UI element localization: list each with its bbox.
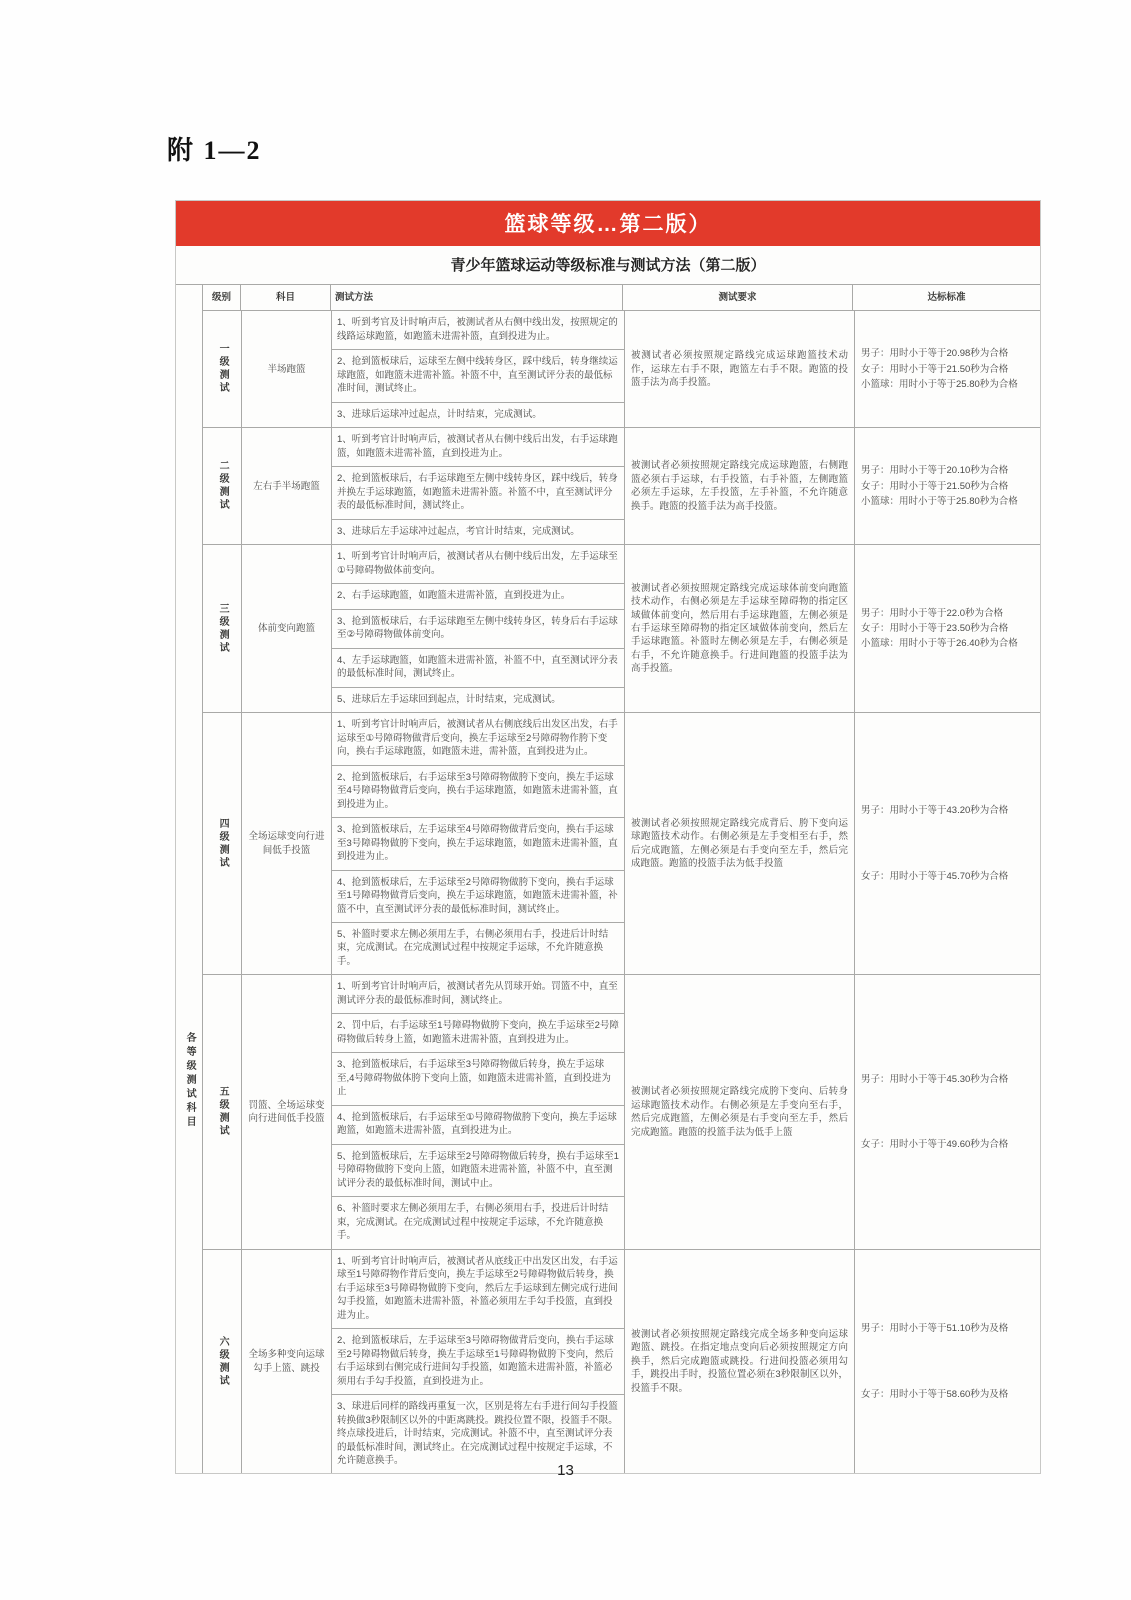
subject-cell: 全场运球变向行进间低手投篮 bbox=[242, 713, 332, 974]
subject-cell: 全场多种变向运球勾手上篮、跳投 bbox=[242, 1250, 332, 1474]
standard-line: 女子：用时小于等于21.50秒为合格 bbox=[861, 363, 1009, 375]
requirement-cell: 被测试者必须按照规定路线完成运球跑篮技术动作，运球左右手不限，跑篮左右手不限。跑篮的投篮手法为高手投篮。 bbox=[625, 311, 855, 427]
level-cell bbox=[203, 1250, 242, 1474]
method-item: 1、听到考官计时响声后，被测试者先从罚球开始。罚篮不中，直至测试评分表的最低标准时间，测试终止。 bbox=[332, 975, 624, 1014]
method-item: 1、听到考官计时响声后，被测试者从右侧底线后出发区出发，右手运球至①号障碍物做背后变向，换左手运球至2号障碍物作胯下变向，换右手运球跑篮，如跑篮未进，需补篮，直到投进为止。 bbox=[332, 713, 624, 765]
standard-line: 男子：用时小于等于45.30秒为合格 bbox=[861, 1073, 1009, 1085]
table-header-row bbox=[203, 285, 1040, 311]
standard-line: 男子：用时小于等于43.20秒为合格 bbox=[861, 805, 1009, 817]
header-level: 级别 bbox=[203, 285, 241, 310]
header-requirement: 测试要求 bbox=[623, 285, 853, 310]
standard-line: 男子：用时小于等于22.0秒为合格 bbox=[861, 607, 1003, 619]
standard-line: 女子：用时小于等于49.60秒为合格 bbox=[861, 1139, 1009, 1151]
methods-cell bbox=[332, 545, 625, 712]
table-side-column bbox=[176, 285, 203, 1473]
standard-cell bbox=[855, 713, 1040, 974]
method-item: 3、抢到篮板球后，右手运球至3号障碍物做后转身，换左手运球至,4号障碍物做体胯下变向上篮，如跑篮未进需补篮，直到投进为止 bbox=[332, 1053, 624, 1105]
standard-line: 女子：用时小于等于23.50秒为合格 bbox=[861, 622, 1009, 634]
methods-cell bbox=[332, 428, 625, 544]
method-item: 1、听到考官计时响声后，被测试者从右侧中线后出发，左手运球至①号障碍物做体前变向。 bbox=[332, 545, 624, 584]
level-label: 六级测试 bbox=[217, 1335, 229, 1388]
level-label: 三级测试 bbox=[217, 602, 229, 655]
standard-cell bbox=[855, 428, 1040, 544]
requirement-cell: 被测试者必须按照规定路线完成胯下变向、后转身运球跑篮技术动作。右侧必须是左手变向至右手，然后完成跑篮，左侧必须是右手变向至左手，然后完成跑篮。跑篮的投篮手法为低手上篮 bbox=[625, 975, 855, 1248]
table-row-level-2 bbox=[203, 428, 1040, 545]
method-item: 1、听到考官计时响声后，被测试者从右侧中线后出发，右手运球跑篮，如跑篮未进需补篮，直到投进为止。 bbox=[332, 428, 624, 467]
methods-cell bbox=[332, 311, 625, 427]
document-title-banner: 篮球等级…第二版） bbox=[176, 201, 1040, 246]
method-item: 4、抢到篮板球后，左手运球至2号障碍物做胯下变向，换右手运球至1号障碍物做背后变向，换左手运球跑篮，如跑篮未进需补篮，补篮不中，直至测试评分表的最低标准时间，测试终止。 bbox=[332, 871, 624, 923]
table-row-level-4 bbox=[203, 713, 1040, 975]
document-subtitle: 青少年篮球运动等级标准与测试方法（第二版） bbox=[450, 258, 766, 274]
standard-line: 小篮球：用时小于等于25.80秒为合格 bbox=[861, 379, 1018, 391]
standard-cell bbox=[855, 311, 1040, 427]
level-label: 一级测试 bbox=[217, 343, 229, 396]
requirement-cell: 被测试者必须按照规定路线完成全场多种变向运球跑篮、跳投。在指定地点变向后必须按照规定方向换手，然后完成跑篮或跳投。行进间投篮必须用勾手，跳投出手时，投篮位置必须在3秒限制区以外，投篮手不限。 bbox=[625, 1250, 855, 1474]
method-item: 3、进球后左手运球冲过起点，考官计时结束，完成测试。 bbox=[337, 525, 580, 537]
level-label: 五级测试 bbox=[217, 1086, 229, 1139]
method-item: 2、抢到篮板球后，运球至左侧中线转身区，踩中线后，转身继续运球跑篮，如跑篮未进需补篮。补篮不中，直至测试评分表的最低标准时间，测试终止。 bbox=[332, 350, 624, 402]
level-label: 二级测试 bbox=[217, 460, 229, 513]
level-cell bbox=[203, 713, 242, 974]
method-item: 2、罚中后，右手运球至1号障碍物做胯下变向，换左手运球至2号障碍物做后转身上篮，如跑篮未进需补篮，直到投进为止。 bbox=[332, 1014, 624, 1053]
methods-cell bbox=[332, 713, 625, 974]
requirement-cell: 被测试者必须按照规定路线完成运球跑篮，右侧跑篮必须右手运球，右手投篮，右手补篮，左侧跑篮必须左手运球，左手投篮，左手补篮，不允许随意换手。跑篮的投篮手法为高手投篮。 bbox=[625, 428, 855, 544]
level-cell bbox=[203, 428, 242, 544]
header-method: 测试方法 bbox=[331, 285, 623, 310]
attachment-label: 附 1—2 bbox=[167, 136, 262, 165]
subject-cell: 半场跑篮 bbox=[242, 311, 332, 427]
table-row-level-5 bbox=[203, 975, 1040, 1249]
header-subject: 科目 bbox=[241, 285, 331, 310]
standards-sheet bbox=[175, 200, 1041, 1474]
subject-cell: 罚篮、全场运球变向行进间低手投篮 bbox=[242, 975, 332, 1248]
method-item: 1、听到考官及计时响声后，被测试者从右侧中线出发，按照规定的线路运球跑篮，如跑篮未进需补篮，直到投进为止。 bbox=[332, 311, 624, 350]
method-item: 5、补篮时要求左侧必须用左手，右侧必须用右手，投进后计时结束，完成测试。在完成测试过程中按规定手运球，不允许随意换手。 bbox=[337, 928, 609, 967]
standards-table bbox=[176, 284, 1040, 1473]
method-item: 6、补篮时要求左侧必须用左手，右侧必须用右手，投进后计时结束，完成测试。在完成测试过程中按规定手运球，不允许随意换手。 bbox=[337, 1203, 609, 1242]
standard-line: 小篮球：用时小于等于26.40秒为合格 bbox=[861, 638, 1018, 650]
header-standard: 达标标准 bbox=[927, 292, 966, 303]
method-item: 2、右手运球跑篮，如跑篮未进需补篮，直到投进为止。 bbox=[332, 584, 624, 609]
level-cell bbox=[203, 975, 242, 1248]
method-item: 2、抢到篮板球后，右手运球至3号障碍物做胯下变向，换左手运球至4号障碍物做背后变向，换右手运球跑篮，如跑篮未进需补篮，直到投进为止。 bbox=[332, 766, 624, 818]
requirement-cell: 被测试者必须按照规定路线完成背后、胯下变向运球跑篮技术动作。右侧必须是左手变相至右手，然后完成跑篮，左侧必须是右手变向至左手，然后完成跑篮。跑篮的投篮手法为低手投篮 bbox=[625, 713, 855, 974]
standard-line: 女子：用时小于等于58.60秒为及格 bbox=[861, 1388, 1009, 1400]
standard-cell bbox=[855, 1250, 1040, 1474]
method-item: 3、抢到篮板球后，右手运球跑至左侧中线转身区，转身后右手运球至②号障碍物做体前变向。 bbox=[332, 610, 624, 649]
method-item: 3、抢到篮板球后，左手运球至4号障碍物做背后变向，换右手运球至3号障碍物做胯下变向，换左手运球跑篮，如跑篮未进需补篮，直到投进为止。 bbox=[332, 818, 624, 870]
subject-cell: 左右手半场跑篮 bbox=[242, 428, 332, 544]
level-cell bbox=[203, 545, 242, 712]
method-item: 2、抢到篮板球后，右手运球跑至左侧中线转身区，踩中线后，转身并换左手运球跑篮，如跑篮未进需补篮。补篮不中，直至测试评分表的最低标准时间，测试终止。 bbox=[332, 467, 624, 519]
method-item: 1、听到考官计时响声后，被测试者从底线正中出发区出发，右手运球至1号障碍物作背后变向，换左手运球至2号障碍物做后转身，换右手运球至3号障碍物做胯下变向，然后左手运球到左侧完成行进间勾手投篮，如跑篮未进需补篮，补篮必须用左手勾手投篮，直到投进为止。 bbox=[332, 1250, 624, 1329]
standard-line: 男子：用时小于等于20.10秒为合格 bbox=[861, 465, 1009, 477]
table-row-level-6 bbox=[203, 1250, 1040, 1474]
table-row-level-1 bbox=[203, 311, 1040, 428]
subject-cell: 体前变向跑篮 bbox=[242, 545, 332, 712]
table-row-level-3 bbox=[203, 545, 1040, 713]
method-item: 3、球进后同样的路线再重复一次，区别是将左右手进行间勾手投篮转换做3秒限制区以外的中距离跳投。跳投位置不限，投篮手不限。终点球投进后，计时结束，完成测试。补篮不中，直至测试评分表的最低标准时间，测试终止。在完成测试过程中按规定手运球，不允许随意换手。 bbox=[337, 1401, 618, 1466]
standard-line: 男子：用时小于等于20.98秒为合格 bbox=[861, 348, 1009, 360]
methods-cell bbox=[332, 1250, 625, 1474]
methods-cell bbox=[332, 975, 625, 1248]
standard-cell bbox=[855, 545, 1040, 712]
method-item: 4、左手运球跑篮，如跑篮未进需补篮，补篮不中，直至测试评分表的最低标准时间，测试终止。 bbox=[332, 649, 624, 688]
method-item: 3、进球后运球冲过起点，计时结束，完成测试。 bbox=[337, 408, 542, 420]
level-label: 四级测试 bbox=[217, 817, 229, 870]
method-item: 5、抢到篮板球后，左手运球至2号障碍物做后转身，换右手运球至1号障碍物做胯下变向上篮，如跑篮未进需补篮，补篮不中，直至测试评分表的最低标准时间，测试中止。 bbox=[332, 1145, 624, 1197]
standard-line: 小篮球：用时小于等于25.80秒为合格 bbox=[861, 496, 1018, 508]
method-item: 5、进球后左手运球回到起点，计时结束，完成测试。 bbox=[337, 693, 561, 705]
table-main-column bbox=[203, 285, 1040, 1473]
requirement-cell: 被测试者必须按照规定路线完成运球体前变向跑篮技术动作，右侧必须是左手运球至障碍物的指定区域做体前变向，然后用右手运球跑篮，左侧必须是右手运球至障碍物的指定区域做体前变向，然后左手运球跑篮。补篮时左侧必须是左手，右侧必须是右手，不允许随意换手。行进间跑篮的投篮手法为高手投篮。 bbox=[625, 545, 855, 712]
side-column-label: 各等级测试科目 bbox=[184, 1032, 196, 1131]
standard-line: 男子：用时小于等于51.10秒为及格 bbox=[861, 1323, 1009, 1335]
standard-cell bbox=[855, 975, 1040, 1248]
standard-line: 女子：用时小于等于45.70秒为合格 bbox=[861, 870, 1009, 882]
standard-line: 女子：用时小于等于21.50秒为合格 bbox=[861, 480, 1009, 492]
level-cell bbox=[203, 311, 242, 427]
method-item: 4、抢到篮板球后，右手运球至①号障碍物做胯下变向，换左手运球跑篮，如跑篮未进需补篮，直到投进为止。 bbox=[332, 1106, 624, 1145]
page-number: 13 bbox=[557, 1462, 574, 1479]
method-item: 2、抢到篮板球后，左手运球至3号障碍物做背后变向，换右手运球至2号障碍物做后转身，换左手运球至1号障碍物做胯下变向，然后右手运球到右侧完成行进间勾手投篮，如跑篮未进需补篮，补篮必须用右手勾手投篮，直到投进为止。 bbox=[332, 1329, 624, 1395]
